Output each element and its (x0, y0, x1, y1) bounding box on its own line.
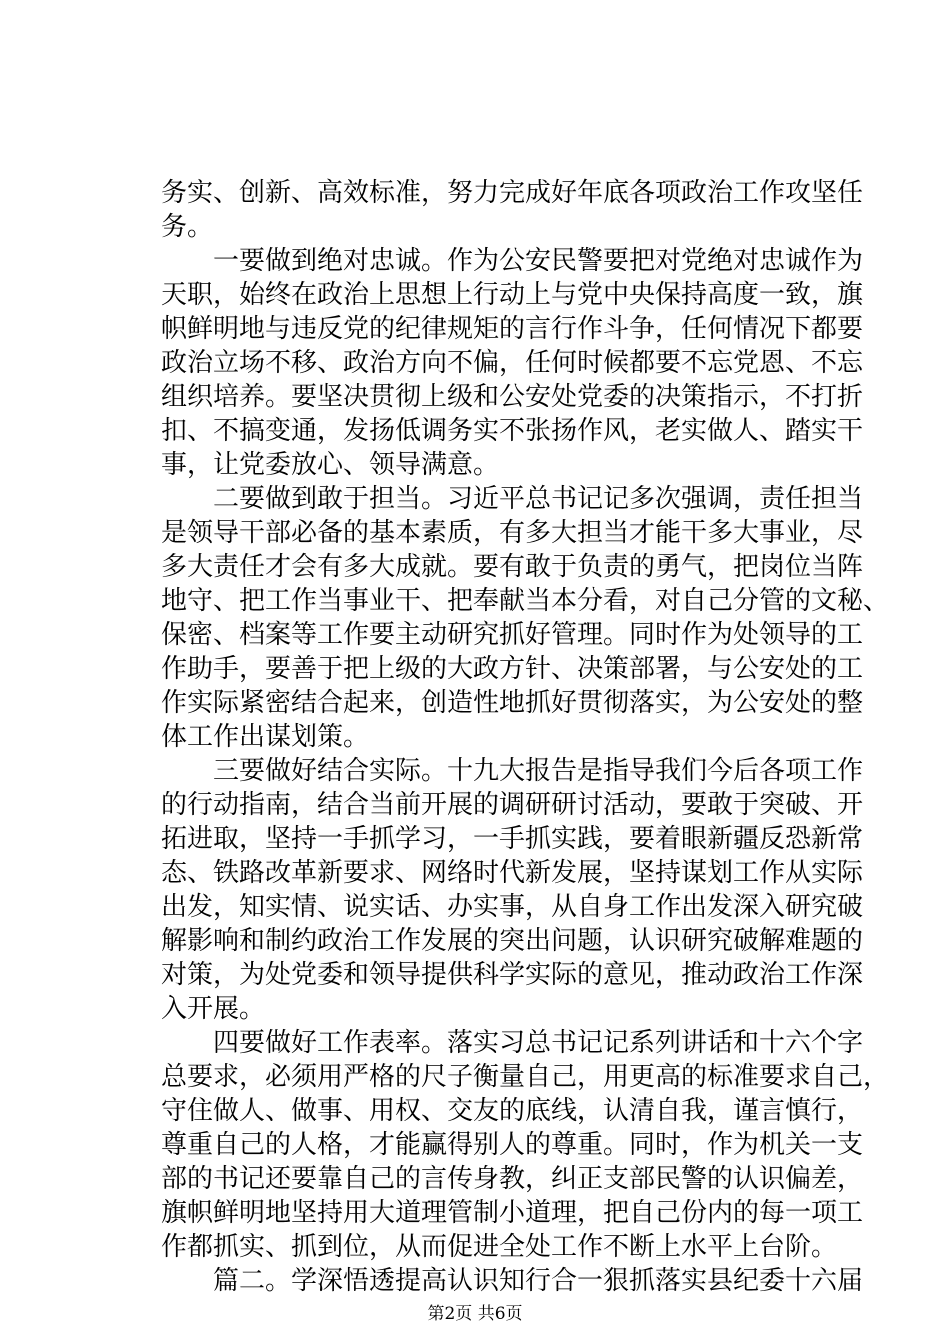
text-line: 保密、档案等工作要主动研究抓好管理。同时作为处领导的工 (161, 620, 864, 650)
text-line: 体工作出谋划策。 (161, 722, 370, 752)
text-line: 总要求，必须用严格的尺子衡量自己，用更高的标准要求自己， (161, 1062, 890, 1092)
text-line: 事，让党委放心、领导满意。 (161, 450, 500, 480)
text-line: 部的书记还要靠自己的言传身教，纠正支部民警的认识偏差， (161, 1164, 864, 1194)
text-line: 入开展。 (161, 994, 266, 1024)
text-line: 旗帜鲜明地坚持用大道理管制小道理，把自己份内的每一项工 (161, 1198, 864, 1228)
text-line: 解影响和制约政治工作发展的突出问题，认识研究破解难题的 (161, 926, 864, 956)
text-line: 组织培养。要坚决贯彻上级和公安处党委的决策指示，不打折 (161, 382, 864, 412)
text-line: 帜鲜明地与违反党的纪律规矩的言行作斗争，任何情况下都要 (161, 314, 864, 344)
paragraph-first-line: 篇二。学深悟透提高认识知行合一狠抓落实县纪委十六届 (213, 1266, 864, 1296)
text-line: 出发，知实情、说实话、办实事，从自身工作出发深入研究破 (161, 892, 864, 922)
text-line: 对策，为处党委和领导提供科学实际的意见，推动政治工作深 (161, 960, 864, 990)
text-line: 扣、不搞变通，发扬低调务实不张扬作风，老实做人、踏实干 (161, 416, 864, 446)
paragraph-first-line: 四要做好工作表率。落实习总书记记系列讲话和十六个字 (213, 1028, 864, 1058)
text-line: 政治立场不移、政治方向不偏，任何时候都要不忘党恩、不忘 (161, 348, 864, 378)
text-line: 态、铁路改革新要求、网络时代新发展，坚持谋划工作从实际 (161, 858, 864, 888)
paragraph-first-line: 三要做好结合实际。十九大报告是指导我们今后各项工作 (213, 756, 864, 786)
text-line: 是领导干部必备的基本素质，有多大担当才能干多大事业，尽 (161, 518, 864, 548)
text-line: 的行动指南，结合当前开展的调研研讨活动，要敢于突破、开 (161, 790, 864, 820)
text-line: 尊重自己的人格，才能赢得别人的尊重。同时，作为机关一支 (161, 1130, 864, 1160)
page-number-footer: 第2页 共6页 (427, 1304, 523, 1324)
text-line: 地守、把工作当事业干、把奉献当本分看，对自己分管的文秘、 (161, 586, 890, 616)
text-line: 务实、创新、高效标准，努力完成好年底各项政治工作攻坚任 (161, 178, 864, 208)
text-line: 作实际紧密结合起来，创造性地抓好贯彻落实，为公安处的整 (161, 688, 864, 718)
text-line: 务。 (161, 212, 214, 242)
text-line: 作助手，要善于把上级的大政方针、决策部署，与公安处的工 (161, 654, 864, 684)
text-line: 守住做人、做事、用权、交友的底线，认清自我，谨言慎行， (161, 1096, 864, 1126)
text-line: 作都抓实、抓到位，从而促进全处工作不断上水平上台阶。 (161, 1232, 838, 1262)
text-line: 天职，始终在政治上思想上行动上与党中央保持高度一致，旗 (161, 280, 864, 310)
text-line: 拓进取，坚持一手抓学习，一手抓实践，要着眼新疆反恐新常 (161, 824, 864, 854)
text-line: 多大责任才会有多大成就。要有敢于负责的勇气，把岗位当阵 (161, 552, 864, 582)
paragraph-first-line: 二要做到敢于担当。习近平总书记记多次强调，责任担当 (213, 484, 864, 514)
paragraph-first-line: 一要做到绝对忠诚。作为公安民警要把对党绝对忠诚作为 (213, 246, 864, 276)
